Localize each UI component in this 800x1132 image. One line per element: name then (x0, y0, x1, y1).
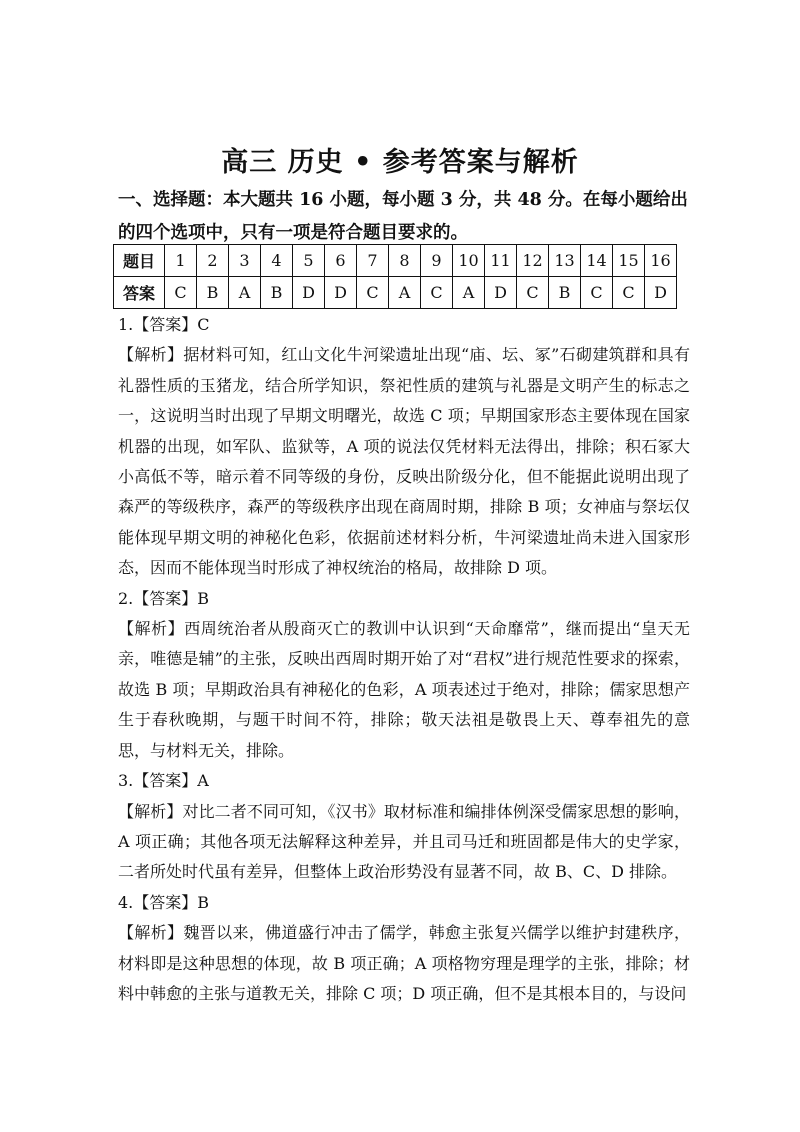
answer-cell: A (229, 277, 261, 309)
question-number-cell: 3 (229, 245, 261, 277)
question-number-cell: 9 (421, 245, 453, 277)
answer-cell: D (325, 277, 357, 309)
question-number-cell: 5 (293, 245, 325, 277)
answer-cell: D (485, 277, 517, 309)
answer-cell: D (293, 277, 325, 309)
question-2-analysis: 【解析】西周统治者从殷商灭亡的教训中认识到“天命靡常”，继而提出“皇天无亲，唯德是辅”的主张，反映出西周时期开始了对“君权”进行规范性要求的探索，故选 B 项；早期政治具有神秘化的色彩，A 项表述过于绝对，排除；儒家思想产生于春秋晚期，与题干时间不符，排除；敬天法祖是敬畏上天、尊奉祖先的意思，与材料无关，排除。 (118, 619, 690, 760)
answer-cell: B (549, 277, 581, 309)
question-number-cell: 14 (581, 245, 613, 277)
answer-explanations (118, 310, 690, 1009)
answer-cell: C (517, 277, 549, 309)
question-number-cell: 1 (165, 245, 197, 277)
question-number-cell: 10 (453, 245, 485, 277)
question-4-analysis: 【解析】魏晋以来，佛道盛行冲击了儒学，韩愈主张复兴儒学以维护封建秩序，材料即是这种思想的体现，故 B 项正确；A 项格物穷理是理学的主张，排除；材料中韩愈的主张与道教无关，排除 C 项；D 项正确，但不是其根本目的，与设问 (118, 923, 690, 1003)
question-2-answer: 2.【答案】B (118, 588, 210, 608)
question-number-cell: 4 (261, 245, 293, 277)
row-label-number: 题目 (114, 245, 165, 277)
answer-cell: D (645, 277, 677, 309)
question-number-cell: 16 (645, 245, 677, 277)
answer-cell: C (357, 277, 389, 309)
answer-cell: B (197, 277, 229, 309)
answer-cell: A (453, 277, 485, 309)
question-1-answer: 1.【答案】C (118, 315, 210, 334)
question-number-cell: 6 (325, 245, 357, 277)
question-number-cell: 15 (613, 245, 645, 277)
question-1-analysis: 【解析】据材料可知，红山文化牛河梁遗址出现“庙、坛、冢”石砌建筑群和具有礼器性质的玉猪龙，结合所学知识，祭祀性质的建筑与礼器是文明产生的标志之一，这说明当时出现了早期文明曙光，故选 C 项；早期国家形态主要体现在国家机器的出现，如军队、监狱等，A 项的说法仅凭材料无法得出，排除；积石冢大小高低不等，暗示着不同等级的身份，反映出阶级分化，但不能据此说明出现了森严的等级秩序，森严的等级秩序出现在商周时期，排除 B 项；女神庙与祭坛仅能体现早期文明的神秘化色彩，依据前述材料分析，牛河梁遗址尚未进入国家形态，因而不能体现当时形成了神权统治的格局，故排除 D 项。 (118, 345, 690, 578)
answer-table (113, 244, 677, 309)
question-number-cell: 7 (357, 245, 389, 277)
answer-cell: C (613, 277, 645, 309)
question-3-analysis: 【解析】对比二者不同可知，《汉书》取材标准和编排体例深受儒家思想的影响，A 项正确；其他各项无法解释这种差异，并且司马迁和班固都是伟大的史学家，二者所处时代虽有差异，但整体上政治形势没有显著不同，故 B、C、D 排除。 (118, 801, 690, 882)
question-number-cell: 11 (485, 245, 517, 277)
answer-table-answer-row (114, 277, 677, 309)
question-number-cell: 2 (197, 245, 229, 277)
row-label-answer: 答案 (114, 277, 165, 309)
answer-cell: C (581, 277, 613, 309)
answer-cell: A (389, 277, 421, 309)
section-heading: 一、选择题：本大题共 16 小题，每小题 3 分，共 48 分。在每小题给出的四个选项中，只有一项是符合题目要求的。 (118, 190, 688, 243)
answer-table-number-row (114, 245, 677, 277)
question-number-cell: 13 (549, 245, 581, 277)
answer-cell: B (261, 277, 293, 309)
page-title: 高三 历史 • 参考答案与解析 (221, 147, 579, 178)
question-number-cell: 12 (517, 245, 549, 277)
answer-cell: C (421, 277, 453, 309)
question-number-cell: 8 (389, 245, 421, 277)
answer-cell: C (165, 277, 197, 309)
question-3-answer: 3.【答案】A (118, 771, 209, 791)
question-4-answer: 4.【答案】B (118, 892, 210, 912)
